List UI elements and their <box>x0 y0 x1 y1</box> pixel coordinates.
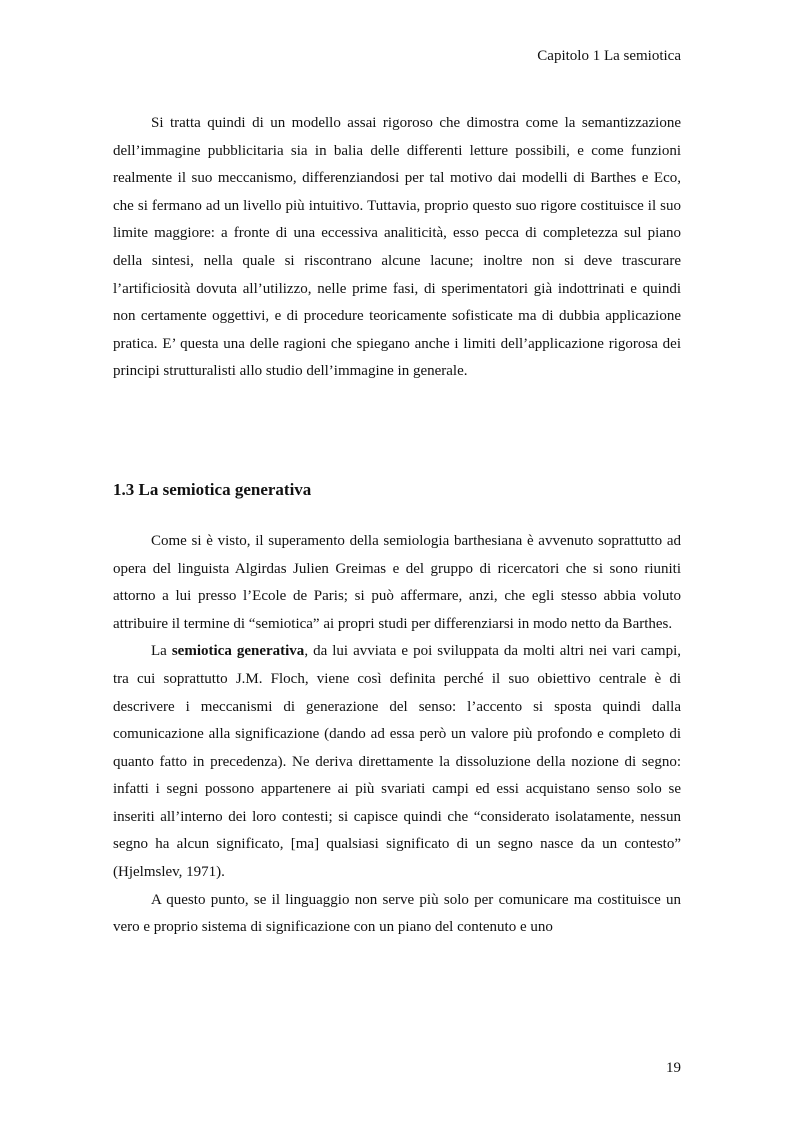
paragraph-model-rigor: Si tratta quindi di un modello assai rigoroso che dimostra come la semantizzazione dell’immagine pubblicitaria sia in balia delle differenti letture possibili, e come funzioni realmente il suo meccanismo, differenziandosi per tal motivo dai modelli di Barthes e Eco, che si fermano ad un livello più intuitivo. Tuttavia, proprio questo suo rigore costituisce il suo limite maggiore: a fronte di una eccessiva analiticità, esso pecca di completezza sul piano della sintesi, nella quale si riscontrano alcune lacune; inoltre non si deve trascurare l’artificiosità dovuta all’utilizzo, nelle prime fasi, di sperimentatori già indottrinati e quindi non certamente oggettivi, e di procedure teoricamente sofisticate ma di dubbia applicazione pratica. E’ questa una delle ragioni che spiegano anche i limiti dell’applicazione rigorosa dei principi strutturalisti allo studio dell’immagine in generale. <box>113 115 681 380</box>
paragraph-3-start: La <box>151 643 172 660</box>
page-body <box>113 110 681 942</box>
paragraph-greimas: Come si è visto, il superamento della semiologia barthesiana è avvenuto soprattutto ad opera del linguista Algirdas Julien Greimas e del gruppo di ricercatori che si sono riuniti attorno a lui presso l’Ecole de Paris; si può affermare, anzi, che egli stesso abbia voluto attribuire il termine di “semiotica” ai propri studi per differenziarsi in modo netto da Barthes. <box>113 532 681 632</box>
paragraph-3-rest: , da lui avviata e poi sviluppata da molti altri nei vari campi, tra cui soprattutto J.M. Floch, viene così definita perché il suo obiettivo centrale è di descrivere i meccanismi di generazione del senso: l’accento si sposta quindi dalla comunicazione alla significazione (dando ad essa però un valore più profondo e completo di quanto fatto in precedenza). Ne deriva direttamente la dissoluzione della nozione di segno: infatti i segni possono appartenere ai più svariati campi ed essi acquistano senso solo se inseriti all’interno dei loro contesti; si capisce quindi che “considerato isolatamente, nessun segno ha alcun significato, [ma] qualsiasi significato di un segno nasce da un contesto” (Hjelmslev, 1971). <box>113 643 681 881</box>
page-number: 19 <box>666 1060 681 1076</box>
section-spacer <box>113 386 681 478</box>
running-header: Capitolo 1 La semiotica <box>537 48 681 64</box>
bold-term: semiotica generativa <box>171 643 305 660</box>
section-heading: 1.3 La semiotica generativa <box>113 479 312 499</box>
heading-spacer <box>113 502 681 528</box>
paragraph-language-system: A questo punto, se il linguaggio non serve più solo per comunicare ma costituisce un vero e proprio sistema di significazione con un piano del contenuto e uno <box>113 891 681 936</box>
paragraph-generative-semiotics <box>113 638 681 886</box>
